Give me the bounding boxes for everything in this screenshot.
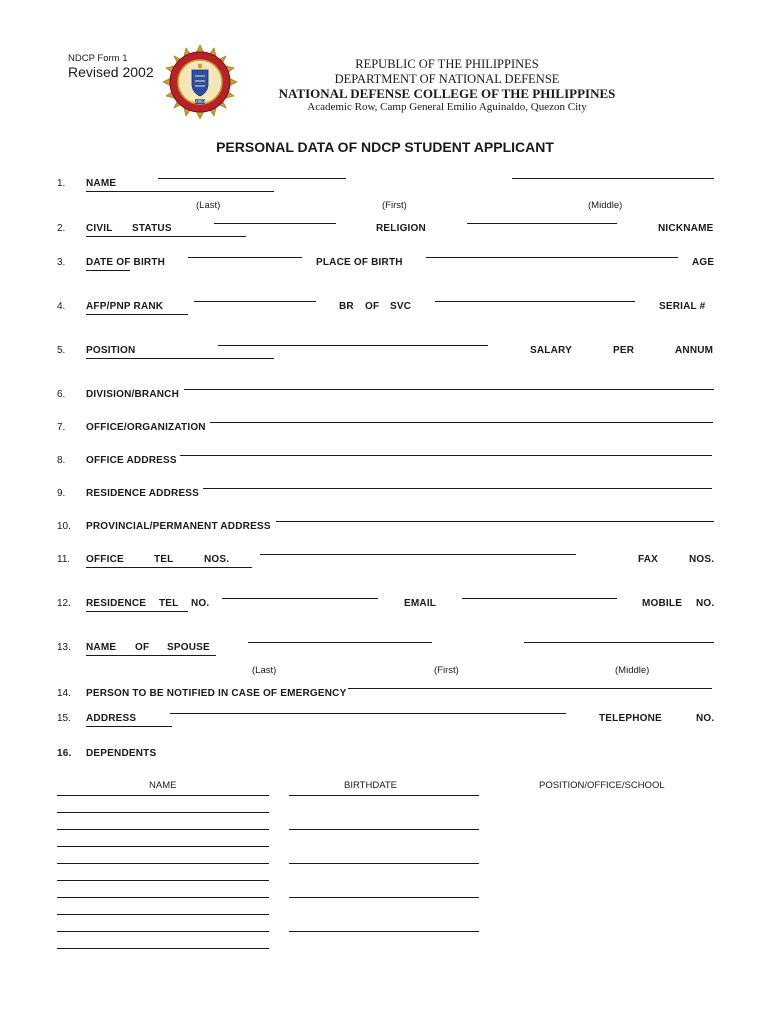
item-number: 14. [57,688,71,699]
br-svc-line[interactable] [435,301,635,302]
item-number: 12. [57,598,71,609]
dependent-name-line[interactable] [57,829,269,830]
last-caption: (Last) [196,200,221,211]
spouse-middle-line[interactable] [524,642,714,643]
religion-label: RELIGION [376,223,426,234]
last-name-line[interactable] [158,178,346,179]
dependents-col-position: POSITION/OFFICE/SCHOOL [539,780,665,791]
dependent-name-line[interactable] [57,948,269,949]
header-department: DEPARTMENT OF NATIONAL DEFENSE [334,72,560,86]
per-label: PER [613,345,635,356]
item-number: 16. [57,748,72,759]
item-number: 9. [57,488,66,499]
emergency-address-label: ADDRESS [86,713,137,724]
dependent-name-line[interactable] [57,863,269,864]
telephone-no-label: NO. [696,713,715,724]
spouse-first-caption: (First) [434,665,459,676]
residence-address-line[interactable] [203,488,712,489]
provincial-address-line[interactable] [276,521,714,522]
item-number: 8. [57,455,66,466]
nickname-line[interactable] [86,236,246,237]
provincial-address-label: PROVINCIAL/PERMANENT ADDRESS [86,521,271,532]
spouse-name-label: NAME [86,642,117,653]
residence-address-label: RESIDENCE ADDRESS [86,488,200,499]
dependents-label: DEPENDENTS [86,748,157,759]
dependent-birthdate-line[interactable] [289,897,479,898]
dependent-birthdate-line[interactable] [289,931,479,932]
dependent-name-line[interactable] [57,846,269,847]
salary-label: SALARY [530,345,572,356]
ndcp-seal-icon [162,44,238,120]
dob-line[interactable] [188,257,302,258]
name-continuation-line[interactable] [86,191,274,192]
of-label: OF [365,301,380,312]
spouse-middle-caption: (Middle) [615,665,650,676]
middle-name-line[interactable] [512,178,714,179]
item-number: 7. [57,422,66,433]
office-address-line[interactable] [180,455,712,456]
spouse-last-line[interactable] [248,642,432,643]
item-number: 1. [57,178,66,189]
religion-line[interactable] [467,223,617,224]
res-tel-label: TEL [159,598,179,609]
header-college: NATIONAL DEFENSE COLLEGE OF THE PHILIPPINES [278,86,616,101]
office-tel-label: OFFICE [86,554,124,565]
item-number: 15. [57,713,71,724]
item-number: 4. [57,301,66,312]
item-number: 10. [57,521,71,532]
item-number: 2. [57,223,66,234]
pob-label: PLACE OF BIRTH [316,257,403,268]
mobile-label: MOBILE [642,598,683,609]
dependent-birthdate-line[interactable] [289,795,479,796]
dependent-name-line[interactable] [57,812,269,813]
dependent-name-line[interactable] [57,880,269,881]
office-address-label: OFFICE ADDRESS [86,455,177,466]
dependent-birthdate-line[interactable] [289,829,479,830]
item-number: 3. [57,257,66,268]
fax-nos-label: NOS. [689,554,715,565]
spouse-continuation-line[interactable] [86,655,216,656]
spouse-last-caption: (Last) [252,665,277,676]
residence-tel-label: RESIDENCE [86,598,147,609]
rank-label: AFP/PNP RANK [86,301,164,312]
emergency-line[interactable] [348,688,712,689]
email-label: EMAIL [404,598,437,609]
item-number: 13. [57,642,71,653]
res-no-label: NO. [191,598,210,609]
dependent-name-line[interactable] [57,897,269,898]
office-org-line[interactable] [210,422,713,423]
dependent-name-line[interactable] [57,914,269,915]
status-label: STATUS [132,223,172,234]
seal-year: 1963 [194,99,206,105]
svc-label: SVC [390,301,412,312]
form-number: NDCP Form 1 [68,53,128,64]
dependent-name-line[interactable] [57,931,269,932]
nos-label: NOS. [204,554,230,565]
position-line[interactable] [218,345,488,346]
dependent-birthdate-line[interactable] [289,863,479,864]
tel-label: TEL [154,554,174,565]
item-number: 11. [57,554,71,565]
residence-tel-line[interactable] [222,598,378,599]
form-title: PERSONAL DATA OF NDCP STUDENT APPLICANT [216,139,554,155]
item-number: 6. [57,389,66,400]
dependents-col-birthdate: BIRTHDATE [344,780,397,791]
position-label: POSITION [86,345,136,356]
spouse-label: SPOUSE [167,642,210,653]
division-label: DIVISION/BRANCH [86,389,180,400]
pob-line[interactable] [426,257,678,258]
age-line[interactable] [86,270,130,271]
dob-label: DATE OF BIRTH [86,257,166,268]
office-tel-line[interactable] [260,554,576,555]
header-republic: REPUBLIC OF THE PHILIPPINES [355,57,539,71]
salary-line[interactable] [86,358,274,359]
email-line[interactable] [462,598,617,599]
mobile-no-label: NO. [696,598,715,609]
nickname-label: NICKNAME [658,223,714,234]
serial-line[interactable] [86,314,188,315]
dependents-col-name: NAME [149,780,177,791]
br-label: BR [339,301,354,312]
item-number: 5. [57,345,66,356]
annum-label: ANNUM [675,345,714,356]
emergency-label: PERSON TO BE NOTIFIED IN CASE OF EMERGENCY [86,688,347,699]
division-line[interactable] [184,389,714,390]
telephone-label: TELEPHONE [599,713,662,724]
middle-caption: (Middle) [588,200,623,211]
rank-line[interactable] [194,301,316,302]
civil-label: CIVIL [86,223,113,234]
mobile-line[interactable] [86,611,188,612]
dependent-name-line[interactable] [57,795,269,796]
first-caption: (First) [382,200,407,211]
revised-label: Revised 2002 [68,64,154,80]
name-label: NAME [86,178,117,189]
age-label: AGE [692,257,715,268]
office-org-label: OFFICE/ORGANIZATION [86,422,206,433]
fax-line[interactable] [86,567,252,568]
fax-label: FAX [638,554,659,565]
serial-label: SERIAL # [659,301,706,312]
spouse-of-label: OF [135,642,150,653]
civil-status-line[interactable] [214,223,336,224]
emergency-address-line[interactable] [170,713,566,714]
telephone-line[interactable] [86,726,172,727]
header-address: Academic Row, Camp General Emilio Aguinaldo, Quezon City [307,101,587,113]
